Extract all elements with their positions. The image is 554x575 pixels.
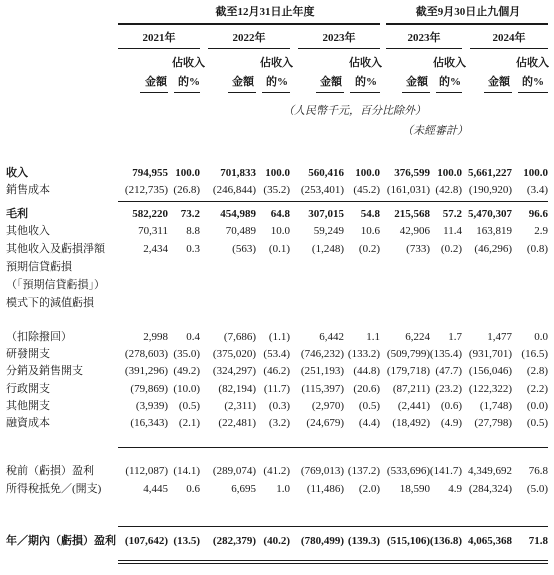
amount-cell: (156,046)	[468, 365, 512, 377]
amount-cell: 6,224	[405, 331, 430, 343]
percent-cell: (26.8)	[173, 184, 200, 196]
amount-cell: 215,568	[394, 208, 430, 220]
percent-cell: 0.6	[186, 483, 200, 495]
amount-cell: (107,642)	[124, 535, 168, 547]
pct-header-l1: 佔收入	[516, 57, 549, 69]
percent-cell: 54.8	[360, 208, 380, 220]
row-label: （扣除撥回）	[6, 331, 72, 343]
header-rule	[316, 92, 344, 93]
amount-cell: 163,819	[476, 225, 512, 237]
amount-cell: (1,248)	[311, 243, 344, 255]
amount-cell: (122,322)	[468, 383, 512, 395]
percent-cell: (40.2)	[263, 535, 290, 547]
percent-cell: (42.8)	[435, 184, 462, 196]
row-label: 銷售成本	[6, 184, 50, 196]
percent-cell: 100.0	[175, 167, 200, 179]
row-label: 年／期內（虧損）盈利	[6, 535, 116, 547]
row-label: 毛利	[6, 208, 28, 220]
amount-cell: (733)	[406, 243, 430, 255]
percent-cell: (10.0)	[173, 383, 200, 395]
amount-cell: (515,106)	[386, 535, 430, 547]
percent-cell: (3.2)	[268, 417, 290, 429]
amount-cell: (18,492)	[392, 417, 430, 429]
percent-cell: (2.0)	[358, 483, 380, 495]
percent-cell: 0.3	[186, 243, 200, 255]
amount-cell: 794,955	[132, 167, 168, 179]
amount-cell: (391,296)	[124, 365, 168, 377]
amount-cell: (931,701)	[468, 348, 512, 360]
year-rule-2024-9m	[470, 48, 548, 49]
row-label: 稅前（虧損）盈利	[6, 465, 94, 477]
amount-cell: (161,031)	[386, 184, 430, 196]
percent-cell: 4.9	[448, 483, 462, 495]
amount-cell: 5,470,307	[468, 208, 512, 220]
amount-cell: (115,397)	[301, 383, 344, 395]
percent-cell: (47.7)	[435, 365, 462, 377]
row-label: 預期信貸虧損	[6, 261, 72, 273]
percent-cell: (45.2)	[353, 184, 380, 196]
percent-cell: (46.2)	[263, 365, 290, 377]
row-label: 分銷及銷售開支	[6, 365, 83, 377]
amount-cell: 701,833	[220, 167, 256, 179]
amount-cell: (22,481)	[218, 417, 256, 429]
pct-header-l1: 佔收入	[349, 57, 382, 69]
row-label: 行政開支	[6, 383, 50, 395]
subtotal-rule-net	[118, 526, 548, 527]
amount-cell: (324,297)	[212, 365, 256, 377]
amount-cell: (1,748)	[479, 400, 512, 412]
year-header-2023: 2023年	[322, 32, 356, 44]
year-header-2024-9m: 2024年	[492, 32, 526, 44]
pct-header-l2: 的%	[178, 76, 200, 88]
percent-cell: 0.4	[186, 331, 200, 343]
row-label: 融資成本	[6, 417, 50, 429]
amount-cell: (746,232)	[300, 348, 344, 360]
year-header-2021: 2021年	[142, 32, 176, 44]
percent-cell: 10.6	[360, 225, 380, 237]
amount-cell: (212,735)	[124, 184, 168, 196]
header-rule	[484, 92, 512, 93]
header-rule	[350, 92, 380, 93]
header-rule	[402, 92, 430, 93]
amount-cell: (190,920)	[468, 184, 512, 196]
percent-cell: 100.0	[437, 167, 462, 179]
percent-cell: (16.5)	[521, 348, 548, 360]
percent-cell: (5.0)	[526, 483, 548, 495]
amount-cell: 2,434	[143, 243, 168, 255]
percent-cell: 2.9	[534, 225, 548, 237]
percent-cell: (53.4)	[263, 348, 290, 360]
amount-header: 金額	[145, 76, 167, 88]
amount-cell: (780,499)	[300, 535, 344, 547]
header-rule	[228, 92, 256, 93]
amount-cell: (179,718)	[386, 365, 430, 377]
percent-cell: (49.2)	[173, 365, 200, 377]
year-rule-2023	[298, 48, 380, 49]
group-header-annual: 截至12月31日止年度	[215, 6, 315, 18]
amount-cell: 1,477	[487, 331, 512, 343]
year-rule-2022	[208, 48, 290, 49]
amount-cell: (27,798)	[474, 417, 512, 429]
percent-cell: (23.2)	[435, 383, 462, 395]
amount-cell: 376,599	[394, 167, 430, 179]
percent-cell: 8.8	[186, 225, 200, 237]
amount-cell: (769,013)	[300, 465, 344, 477]
header-rule	[518, 92, 548, 93]
percent-cell: 10.0	[270, 225, 290, 237]
amount-cell: (2,311)	[224, 400, 256, 412]
percent-cell: (0.6)	[440, 400, 462, 412]
percent-cell: (1.1)	[268, 331, 290, 343]
year-header-2022: 2022年	[232, 32, 266, 44]
percent-cell: (41.2)	[263, 465, 290, 477]
total-double-rule-2	[118, 563, 548, 564]
header-rule	[140, 92, 168, 93]
percent-cell: 1.1	[366, 331, 380, 343]
amount-cell: (11,486)	[306, 483, 344, 495]
percent-cell: (2.1)	[178, 417, 200, 429]
percent-cell: (14.1)	[173, 465, 200, 477]
row-label: 收入	[6, 167, 28, 179]
amount-cell: 4,349,692	[468, 465, 512, 477]
percent-cell: (35.0)	[173, 348, 200, 360]
percent-cell: 0.0	[534, 331, 548, 343]
percent-cell: 100.0	[355, 167, 380, 179]
amount-cell: 70,311	[138, 225, 168, 237]
pct-header-l1: 佔收入	[172, 57, 205, 69]
amount-cell: (87,211)	[392, 383, 430, 395]
percent-cell: 11.4	[443, 225, 462, 237]
amount-cell: 18,590	[399, 483, 430, 495]
amount-cell: 2,998	[143, 331, 168, 343]
group-rule-nine-months	[386, 23, 548, 25]
amount-cell: 70,489	[225, 225, 256, 237]
year-rule-2023-9m	[386, 48, 462, 49]
amount-cell: 454,989	[220, 208, 256, 220]
group-header-nine-months: 截至9月30日止九個月	[415, 6, 521, 18]
pct-header-l2: 的%	[522, 76, 544, 88]
amount-cell: 560,416	[308, 167, 344, 179]
unaudited-note: （未經審計）	[402, 125, 468, 137]
amount-cell: (82,194)	[218, 383, 256, 395]
amount-cell: 6,695	[231, 483, 256, 495]
amount-cell: (112,087)	[125, 465, 168, 477]
percent-cell: (2.8)	[526, 365, 548, 377]
amount-cell: (79,869)	[130, 383, 168, 395]
pct-header-l2: 的%	[439, 76, 461, 88]
row-label: 研發開支	[6, 348, 50, 360]
pct-header-l2: 的%	[266, 76, 288, 88]
amount-cell: 4,065,368	[468, 535, 512, 547]
percent-cell: 96.6	[528, 208, 548, 220]
amount-cell: (16,343)	[130, 417, 168, 429]
amount-header: 金額	[406, 76, 428, 88]
amount-cell: (533,696)	[386, 465, 430, 477]
amount-cell: 582,220	[132, 208, 168, 220]
amount-cell: (7,686)	[223, 331, 256, 343]
percent-cell: (11.7)	[263, 383, 290, 395]
percent-cell: 1.0	[276, 483, 290, 495]
percent-cell: (3.4)	[526, 184, 548, 196]
percent-cell: 1.7	[448, 331, 462, 343]
percent-cell: 64.8	[270, 208, 290, 220]
percent-cell: (135.4)	[429, 348, 462, 360]
row-label: 所得稅抵免／(開支)	[6, 483, 102, 495]
percent-cell: (0.2)	[358, 243, 380, 255]
amount-cell: (24,679)	[306, 417, 344, 429]
percent-cell: 73.2	[180, 208, 200, 220]
percent-cell: (44.8)	[353, 365, 380, 377]
amount-cell: (375,020)	[212, 348, 256, 360]
amount-cell: (278,603)	[124, 348, 168, 360]
amount-cell: (3,939)	[135, 400, 168, 412]
header-rule	[174, 92, 200, 93]
percent-cell: 100.0	[523, 167, 548, 179]
amount-cell: (284,324)	[468, 483, 512, 495]
percent-cell: (136.8)	[429, 535, 462, 547]
percent-cell: (2.2)	[526, 383, 548, 395]
percent-cell: (0.8)	[526, 243, 548, 255]
header-rule	[262, 92, 290, 93]
amount-header: 金額	[320, 76, 342, 88]
percent-cell: (0.2)	[440, 243, 462, 255]
percent-cell: (4.4)	[358, 417, 380, 429]
amount-cell: 42,906	[399, 225, 430, 237]
amount-cell: (246,844)	[212, 184, 256, 196]
subtotal-rule-gross	[118, 201, 548, 202]
amount-cell: (563)	[232, 243, 256, 255]
percent-cell: (139.3)	[347, 535, 380, 547]
year-rule-2021	[118, 48, 200, 49]
amount-cell: 5,661,227	[468, 167, 512, 179]
amount-cell: (289,074)	[212, 465, 256, 477]
amount-cell: (253,401)	[300, 184, 344, 196]
row-label: 其他開支	[6, 400, 50, 412]
percent-cell: (0.0)	[526, 400, 548, 412]
percent-cell: 71.8	[528, 535, 548, 547]
percent-cell: (141.7)	[429, 465, 462, 477]
percent-cell: (137.2)	[347, 465, 380, 477]
percent-cell: (35.2)	[263, 184, 290, 196]
row-label: 其他收入	[6, 225, 50, 237]
percent-cell: (0.5)	[358, 400, 380, 412]
pct-header-l1: 佔收入	[260, 57, 293, 69]
header-rule	[436, 92, 462, 93]
row-label: （「預期信貸虧損」）	[6, 279, 105, 291]
pct-header-l1: 佔收入	[433, 57, 466, 69]
percent-cell: (0.1)	[268, 243, 290, 255]
amount-cell: (2,441)	[397, 400, 430, 412]
amount-cell: (251,193)	[300, 365, 344, 377]
amount-cell: (282,379)	[212, 535, 256, 547]
percent-cell: (13.5)	[173, 535, 200, 547]
amount-cell: 4,445	[143, 483, 168, 495]
percent-cell: (20.6)	[353, 383, 380, 395]
total-double-rule-1	[118, 560, 548, 561]
unit-note: （人民幣千元，百分比除外）	[283, 105, 426, 117]
percent-cell: (0.3)	[268, 400, 290, 412]
amount-cell: 6,442	[319, 331, 344, 343]
amount-cell: (509,799)	[386, 348, 430, 360]
group-rule-annual	[118, 23, 380, 25]
pct-header-l2: 的%	[355, 76, 377, 88]
percent-cell: (4.9)	[440, 417, 462, 429]
row-label: 其他收入及虧損淨額	[6, 243, 105, 255]
percent-cell: 57.2	[442, 208, 462, 220]
percent-cell: 76.8	[528, 465, 548, 477]
amount-header: 金額	[232, 76, 254, 88]
percent-cell: (0.5)	[178, 400, 200, 412]
row-label: 模式下的減值虧損	[6, 297, 94, 309]
amount-header: 金額	[488, 76, 510, 88]
percent-cell: 100.0	[265, 167, 290, 179]
amount-cell: (46,296)	[474, 243, 512, 255]
amount-cell: (2,970)	[311, 400, 344, 412]
amount-cell: 307,015	[308, 208, 344, 220]
year-header-2023-9m: 2023年	[407, 32, 441, 44]
percent-cell: (133.2)	[347, 348, 380, 360]
subtotal-rule-pretax	[118, 447, 548, 448]
amount-cell: 59,249	[313, 225, 344, 237]
percent-cell: (0.5)	[526, 417, 548, 429]
